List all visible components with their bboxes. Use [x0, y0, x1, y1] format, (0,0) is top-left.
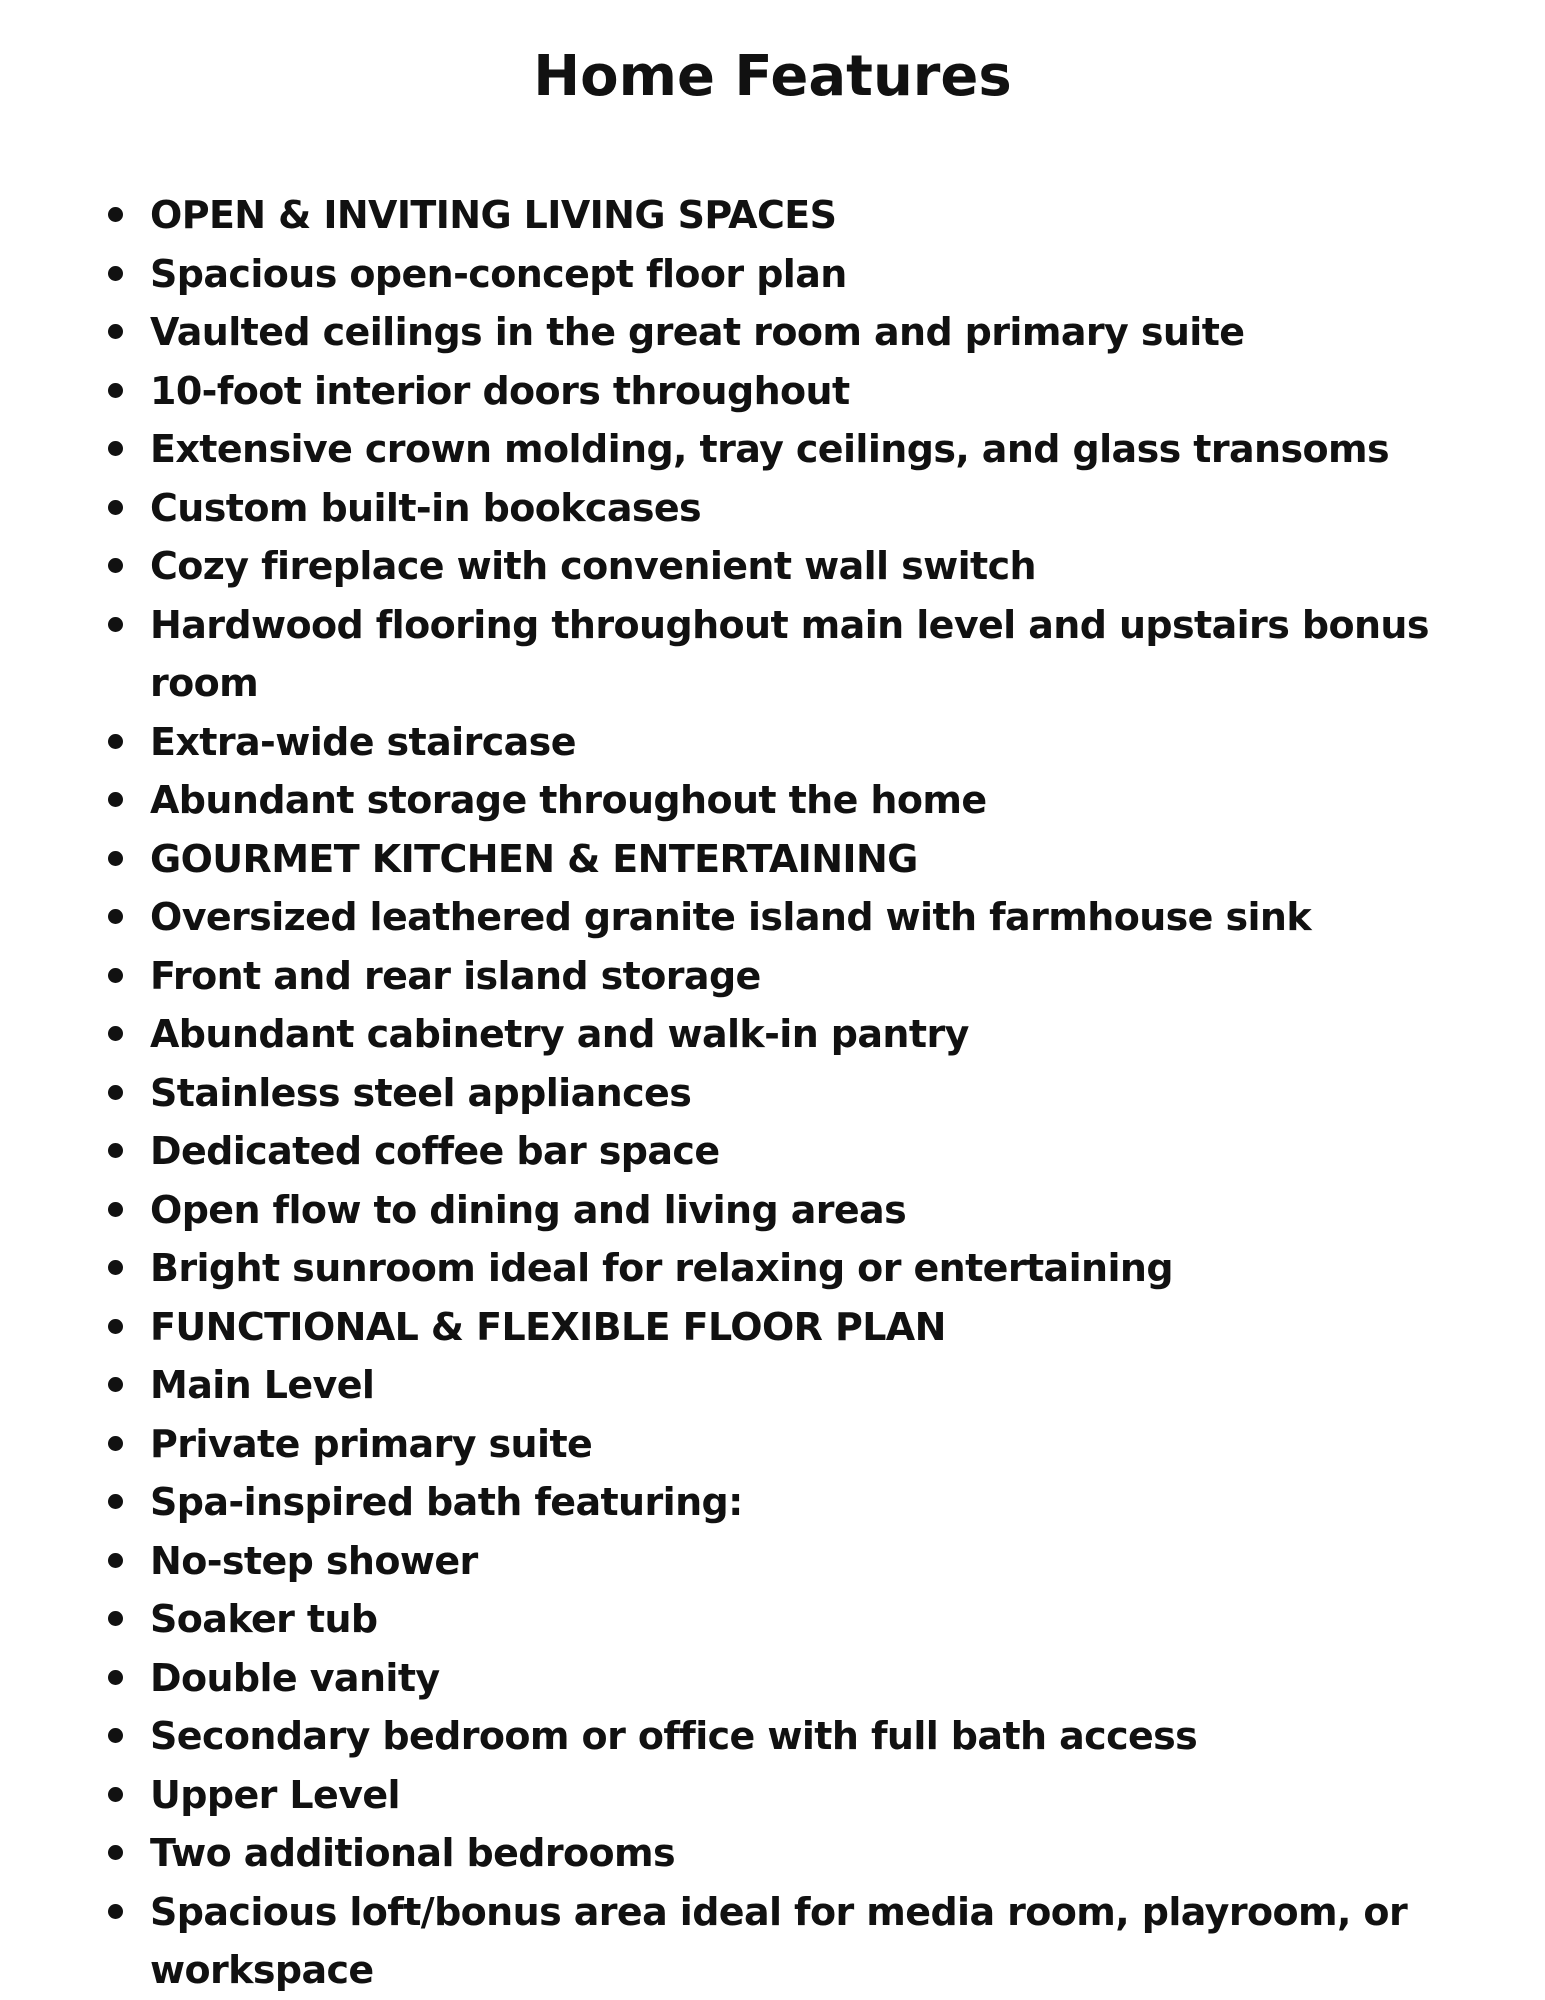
list-item: [0, 947, 1545, 1006]
feature-text: OPEN & INVITING LIVING SPACES: [150, 193, 837, 237]
feature-text: Spacious loft/bonus area ideal for media room, playroom, or workspace: [150, 1889, 1408, 1992]
bullet-icon: [108, 441, 123, 456]
bullet-icon: [108, 1319, 123, 1334]
feature-text: Front and rear island storage: [150, 953, 761, 998]
list-item: [0, 596, 1545, 713]
feature-text: Private primary suite: [150, 1421, 593, 1466]
bullet-icon: [108, 1787, 123, 1802]
feature-text: Extensive crown molding, tray ceilings, and glass transoms: [150, 427, 1389, 471]
bullet-icon: [108, 1553, 123, 1568]
bullet-icon: [108, 792, 123, 807]
bullet-icon: [108, 324, 123, 339]
list-item: [0, 303, 1545, 362]
bullet-icon: [108, 1670, 123, 1685]
feature-text: Extra-wide staircase: [150, 719, 576, 764]
list-item: [0, 1473, 1545, 1532]
feature-text: Upper Level: [150, 1772, 400, 1817]
list-item: [0, 1766, 1545, 1825]
list-item: [0, 1064, 1545, 1123]
list-item: [0, 771, 1545, 830]
feature-text: Hardwood flooring throughout main level and upstairs bonus room: [150, 602, 1429, 705]
list-item: [0, 1356, 1545, 1415]
list-item: [0, 1122, 1545, 1181]
list-item: [0, 186, 1545, 245]
list-item: [0, 362, 1545, 421]
bullet-icon: [108, 851, 123, 866]
bullet-icon: [108, 1085, 123, 1100]
bullet-icon: [108, 1845, 123, 1860]
list-item: [0, 1181, 1545, 1240]
bullet-icon: [108, 1494, 123, 1509]
bullet-icon: [108, 1143, 123, 1158]
feature-text: Double vanity: [150, 1655, 440, 1700]
feature-text: Spacious open-concept floor plan: [150, 251, 847, 296]
list-item: [0, 1590, 1545, 1649]
bullet-icon: [108, 734, 123, 749]
feature-text: FUNCTIONAL & FLEXIBLE FLOOR PLAN: [150, 1304, 946, 1349]
feature-text: Abundant cabinetry and walk-in pantry: [150, 1012, 969, 1056]
feature-text: Open flow to dining and living areas: [150, 1187, 907, 1232]
bullet-icon: [108, 383, 123, 398]
feature-text: Soaker tub: [150, 1597, 378, 1641]
feature-text: Stainless steel appliances: [150, 1070, 692, 1115]
list-item: [0, 1239, 1545, 1298]
bullet-icon: [108, 500, 123, 515]
feature-text: Secondary bedroom or office with full bath access: [150, 1714, 1198, 1758]
bullet-icon: [108, 1436, 123, 1451]
list-item: [0, 1532, 1545, 1591]
bullet-icon: [108, 1026, 123, 1041]
bullet-icon: [108, 207, 123, 222]
bullet-icon: [108, 1260, 123, 1275]
list-item: [0, 1824, 1545, 1883]
feature-text: Custom built-in bookcases: [150, 485, 702, 530]
feature-text: Oversized leathered granite island with farmhouse sink: [150, 895, 1312, 939]
list-item: [0, 1005, 1545, 1064]
feature-text: Vaulted ceilings in the great room and primary suite: [150, 310, 1245, 354]
list-item: [0, 888, 1545, 947]
bullet-icon: [108, 1728, 123, 1743]
bullet-icon: [108, 909, 123, 924]
bullet-icon: [108, 968, 123, 983]
list-item: [0, 713, 1545, 772]
list-item: [0, 1707, 1545, 1766]
bullet-icon: [108, 266, 123, 281]
feature-text: Spa-inspired bath featuring:: [150, 1480, 743, 1524]
feature-text: 10-foot interior doors throughout: [150, 368, 850, 413]
page-title: Home Features: [533, 44, 1012, 109]
feature-text: GOURMET KITCHEN & ENTERTAINING: [150, 836, 918, 881]
list-item: [0, 830, 1545, 889]
list-item: [0, 1649, 1545, 1708]
feature-text: Dedicated coffee bar space: [150, 1129, 720, 1173]
bullet-icon: [108, 558, 123, 573]
bullet-icon: [108, 1377, 123, 1392]
feature-text: Two additional bedrooms: [150, 1831, 676, 1875]
list-item: [0, 420, 1545, 479]
feature-text: Abundant storage throughout the home: [150, 778, 987, 822]
feature-text: Cozy fireplace with convenient wall switch: [150, 544, 1037, 588]
bullet-icon: [108, 617, 123, 632]
list-item: [0, 1298, 1545, 1357]
feature-list: [0, 186, 1545, 2000]
list-item: [0, 1883, 1545, 2000]
bullet-icon: [108, 1611, 123, 1626]
bullet-icon: [108, 1202, 123, 1217]
bullet-icon: [108, 1904, 123, 1919]
feature-text: Bright sunroom ideal for relaxing or entertaining: [150, 1246, 1173, 1290]
list-item: [0, 479, 1545, 538]
list-item: [0, 1415, 1545, 1474]
list-item: [0, 537, 1545, 596]
feature-text: Main Level: [150, 1363, 375, 1407]
feature-text: No-step shower: [150, 1538, 478, 1583]
list-item: [0, 245, 1545, 304]
